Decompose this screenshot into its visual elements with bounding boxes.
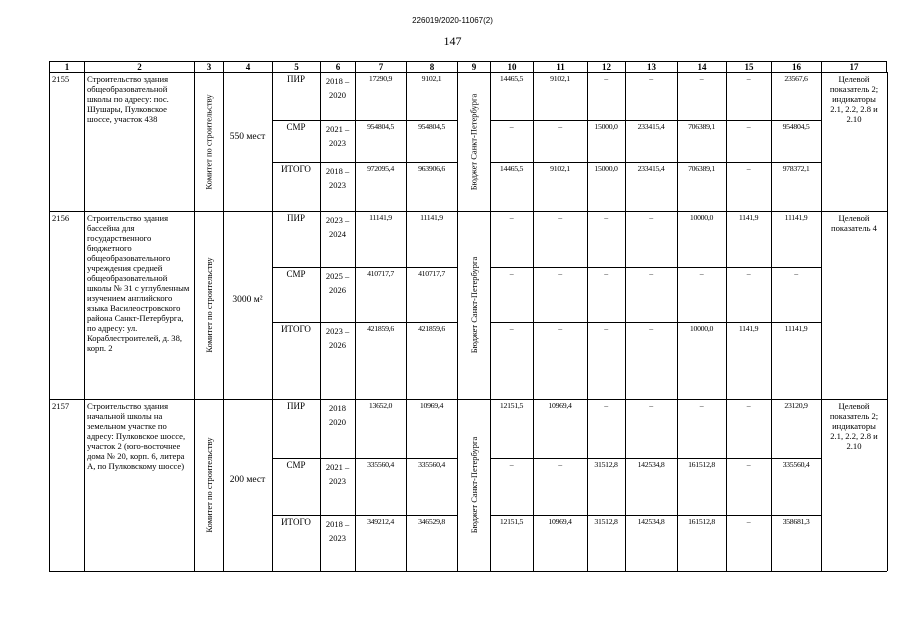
column-header-7: 7 <box>355 61 406 73</box>
value-c8: 10969,4 <box>419 401 444 410</box>
period: 2018 – 2020 <box>325 76 350 100</box>
value-c12: – <box>604 74 608 83</box>
value-c7: 421859,6 <box>367 324 394 333</box>
value-c13: 233415,4 <box>637 164 665 173</box>
page-number: 147 <box>443 34 462 48</box>
column-header-17: 17 <box>821 61 887 73</box>
value-c11: 10969,4 <box>548 517 572 526</box>
period: 2018 2020 <box>329 403 346 427</box>
column-header-5: 5 <box>272 61 320 73</box>
value-c11: – <box>558 460 562 469</box>
value-c14: 161512,8 <box>688 460 715 469</box>
funding-source-vertical: Бюджет Санкт-Петербурга <box>468 93 479 190</box>
value-c13: – <box>649 324 653 333</box>
value-c8: 9102,1 <box>421 74 442 83</box>
row-number: 2156 <box>52 213 70 223</box>
value-c16: 335560,4 <box>782 460 810 469</box>
value-c14: 161512,8 <box>688 517 715 526</box>
column-header-12: 12 <box>587 61 625 73</box>
value-c13: – <box>649 213 653 222</box>
work-type: СМР <box>286 460 306 470</box>
value-c15: – <box>746 74 751 83</box>
subrow-separator <box>490 267 821 268</box>
subrow-separator <box>272 458 457 459</box>
value-c15: – <box>746 517 751 526</box>
value-c13: – <box>649 74 653 83</box>
grid-vline <box>887 72 888 571</box>
period: 2025 – 2026 <box>325 271 350 295</box>
grid-vline <box>84 72 85 571</box>
value-c11: 9102,1 <box>550 74 570 83</box>
document-number: 226019/2020-11067(2) <box>412 16 493 25</box>
value-c16: 23120,9 <box>784 401 808 410</box>
value-c8: 954804,5 <box>418 122 445 131</box>
target-indicator: Целевой показатель 2; индикаторы 2.1, 2.2, 2.8 и 2.10 <box>829 74 879 124</box>
subrow-separator <box>272 267 457 268</box>
value-c13: 142534,8 <box>637 460 665 469</box>
grid-vline <box>223 72 224 571</box>
value-c10: – <box>509 213 514 222</box>
subrow-separator <box>272 162 457 163</box>
project-name: Строительство здания бассейна для государственного бюджетного общеобразовательного учреждения средней общеобразовательной школы № 31 с углубленным изучением английского языка Василеостровского района Санкт-Петербурга, по адресу: ул. Кораблестроителей, д. 38, корп. 2 <box>87 213 190 353</box>
value-c12: 15000,0 <box>594 164 618 173</box>
value-c8: 410717,7 <box>418 269 445 278</box>
grid-vline <box>821 72 822 571</box>
value-c10: 12151,5 <box>499 517 524 526</box>
capacity: 550 мест <box>229 131 266 142</box>
work-type: ПИР <box>286 213 305 223</box>
value-c8: 421859,6 <box>418 324 445 333</box>
subrow-separator <box>490 322 821 323</box>
value-c10: 14465,5 <box>499 164 524 173</box>
value-c14: – <box>699 74 704 83</box>
value-c14: – <box>699 269 704 278</box>
value-c7: 972095,4 <box>367 164 394 173</box>
period: 2023 – 2026 <box>325 326 350 350</box>
subrow-separator <box>490 162 821 163</box>
subrow-separator <box>272 120 457 121</box>
row-number: 2157 <box>52 401 70 411</box>
value-c16: 978372,1 <box>782 164 810 173</box>
value-c10: – <box>509 269 514 278</box>
value-c13: 233415,4 <box>637 122 665 131</box>
column-header-13: 13 <box>625 61 677 73</box>
work-type: ПИР <box>286 74 305 84</box>
value-c12: 31512,8 <box>594 460 618 469</box>
column-header-11: 11 <box>533 61 587 73</box>
value-c15: – <box>746 164 751 173</box>
value-c14: 10000,0 <box>689 213 714 222</box>
value-c15: 1141,9 <box>738 213 759 222</box>
value-c15: – <box>746 269 751 278</box>
period: 2023 – 2024 <box>325 215 350 239</box>
column-header-8: 8 <box>406 61 457 73</box>
subrow-separator <box>490 515 821 516</box>
value-c11: – <box>558 122 562 131</box>
column-header-3: 3 <box>194 61 223 73</box>
work-type: ИТОГО <box>281 324 311 334</box>
grid-vline <box>49 72 50 571</box>
value-c11: 10969,4 <box>548 401 572 410</box>
value-c13: 142534,8 <box>637 517 665 526</box>
grid-vline <box>457 72 458 571</box>
value-c16: 23567,6 <box>784 74 808 83</box>
value-c12: – <box>604 324 608 333</box>
target-indicator: Целевой показатель 4 <box>831 213 877 233</box>
executor-vertical: Комитет по строительству <box>203 437 214 533</box>
column-header-2: 2 <box>84 61 194 73</box>
subrow-separator <box>272 322 457 323</box>
value-c8: 346529,8 <box>418 517 445 526</box>
row-separator <box>49 72 887 73</box>
work-type: СМР <box>286 122 306 132</box>
value-c10: – <box>509 324 514 333</box>
value-c7: 349212,4 <box>367 517 394 526</box>
value-c15: – <box>746 122 751 131</box>
work-type: СМР <box>286 269 306 279</box>
project-name: Строительство здания начальной школы на земельном участке по адресу: Пулковское шоссе, участок 2 (юго-восточнее дома № 20, корп. 6, литера А, по Пулковскому шоссе) <box>87 401 186 471</box>
period: 2021 – 2023 <box>325 462 350 486</box>
column-header-6: 6 <box>320 61 355 73</box>
column-header-4: 4 <box>223 61 272 73</box>
capacity: 3000 м² <box>232 295 263 305</box>
value-c12: – <box>604 269 608 278</box>
value-c11: – <box>558 269 562 278</box>
period: 2018 – 2023 <box>325 519 350 543</box>
value-c10: 14465,5 <box>499 74 524 83</box>
value-c12: 15000,0 <box>594 122 618 131</box>
value-c12: – <box>604 401 608 410</box>
value-c16: 358681,3 <box>782 517 810 526</box>
subrow-separator <box>490 458 821 459</box>
row-number: 2155 <box>52 74 70 84</box>
value-c11: 9102,1 <box>550 164 570 173</box>
project-name: Строительство здания общеобразовательной школы по адресу: пос. Шушары, Пулковское шоссе, участок 438 <box>87 74 169 124</box>
value-c7: 17290,9 <box>368 74 393 83</box>
column-header-1: 1 <box>49 61 84 73</box>
grid-vline <box>194 72 195 571</box>
value-c8: 335560,4 <box>418 460 445 469</box>
column-header-9: 9 <box>457 61 490 73</box>
value-c8: 963906,6 <box>418 164 445 173</box>
value-c15: – <box>746 401 751 410</box>
column-header-16: 16 <box>771 61 821 73</box>
value-c10: – <box>509 122 514 131</box>
row-separator <box>49 399 887 400</box>
column-header-10: 10 <box>490 61 533 73</box>
value-c13: – <box>649 401 653 410</box>
value-c11: – <box>558 324 562 333</box>
column-header-14: 14 <box>677 61 726 73</box>
value-c16: 954804,5 <box>782 122 810 131</box>
row-separator <box>49 211 887 212</box>
period: 2021 – 2023 <box>325 124 350 148</box>
subrow-separator <box>490 120 821 121</box>
value-c14: 10000,0 <box>689 324 714 333</box>
value-c14: – <box>699 401 704 410</box>
value-c16: 11141,9 <box>784 213 808 222</box>
bottom-scan-edge <box>0 632 905 640</box>
value-c12: – <box>604 213 608 222</box>
value-c7: 954804,5 <box>367 122 394 131</box>
value-c16: – <box>794 269 798 278</box>
funding-source-vertical: Бюджет Санкт-Петербурга <box>468 256 479 354</box>
value-c14: 706389,1 <box>688 122 715 131</box>
value-c10: – <box>509 460 514 469</box>
value-c11: – <box>558 213 562 222</box>
value-c13: – <box>649 269 653 278</box>
funding-source-vertical: Бюджет Санкт-Петербурга <box>468 436 479 534</box>
value-c7: 13652,0 <box>368 401 393 410</box>
column-header-15: 15 <box>726 61 771 73</box>
value-c8: 11141,9 <box>420 213 443 222</box>
work-type: ИТОГО <box>281 164 311 174</box>
value-c15: 1141,9 <box>738 324 759 333</box>
executor-vertical: Комитет по строительству <box>203 257 214 353</box>
value-c14: 706389,1 <box>688 164 715 173</box>
capacity: 200 мест <box>229 475 266 485</box>
value-c7: 335560,4 <box>367 460 394 469</box>
grid-hline <box>49 571 887 572</box>
value-c12: 31512,8 <box>594 517 618 526</box>
value-c10: 12151,5 <box>499 401 524 410</box>
target-indicator: Целевой показатель 2; индикаторы 2.1, 2.2, 2.8 и 2.10 <box>829 401 879 451</box>
subrow-separator <box>272 515 457 516</box>
work-type: ИТОГО <box>281 517 311 527</box>
period: 2018 – 2023 <box>325 166 350 190</box>
executor-vertical: Комитет по строительству <box>203 93 214 190</box>
value-c7: 410717,7 <box>367 269 394 278</box>
value-c15: – <box>746 460 751 469</box>
value-c7: 11141,9 <box>369 213 392 222</box>
value-c16: 11141,9 <box>784 324 808 333</box>
work-type: ПИР <box>286 401 305 411</box>
